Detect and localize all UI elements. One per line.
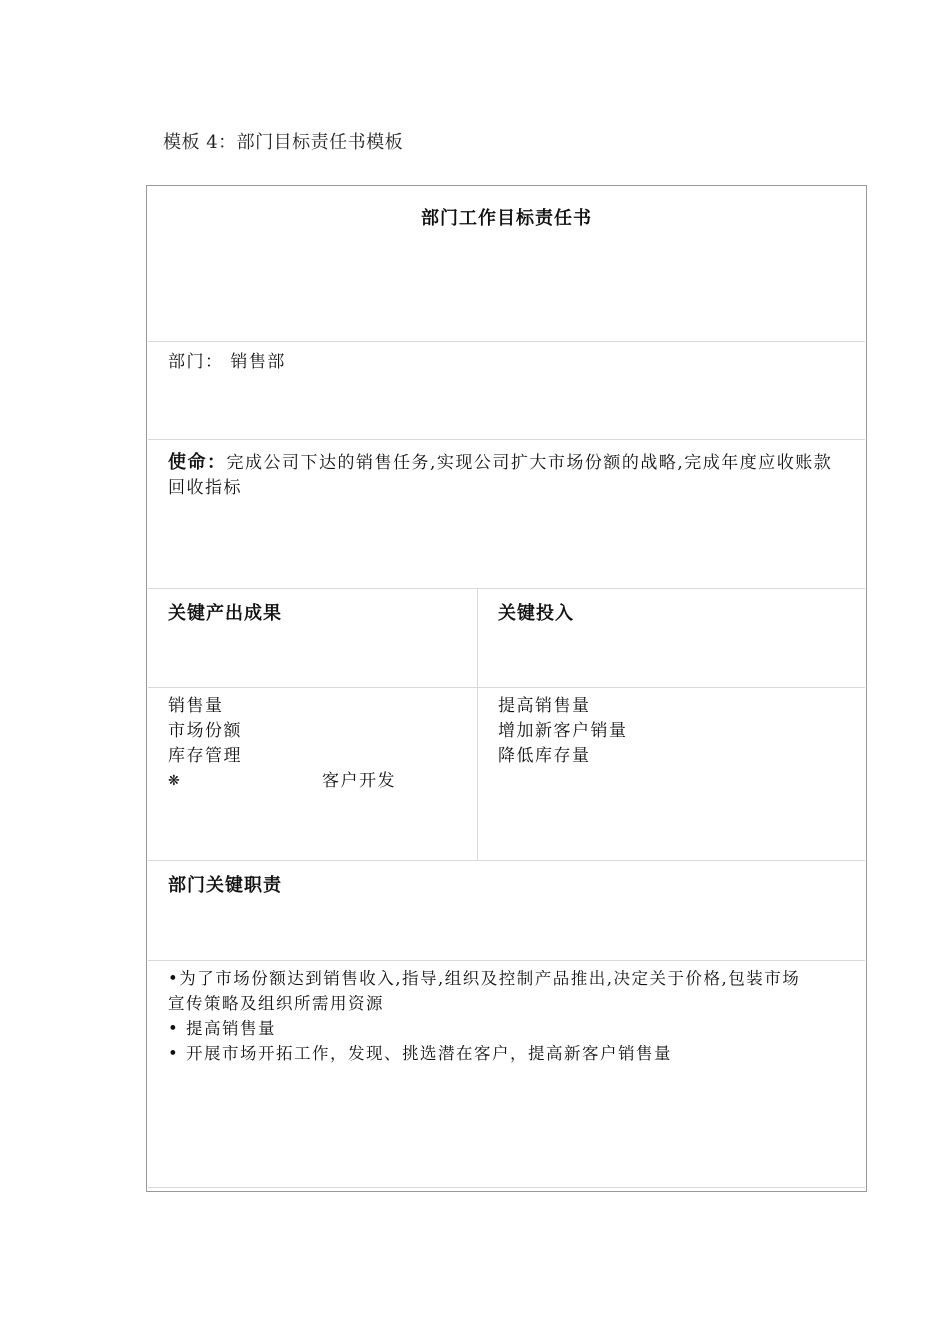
department-label: 部门： — [168, 352, 224, 372]
key-input-item: 增加新客户销量 — [498, 721, 628, 741]
mission-row — [148, 440, 865, 589]
responsibility-line: •为了市场份额达到销售收入,指导,组织及控制产品推出,决定关于价格,包装市场 — [168, 969, 801, 988]
bullet-symbol-icon: ❋ — [168, 773, 182, 789]
responsibility-line: • 提高销售量 — [168, 1019, 276, 1038]
mission-text-line2: 回收指标 — [168, 478, 242, 498]
responsibility-line: 宣传策略及组织所需用资源 — [168, 994, 384, 1013]
key-input-item: 降低库存量 — [498, 746, 591, 766]
form-title-row — [148, 186, 865, 342]
key-output-item: 库存管理 — [168, 746, 242, 766]
key-output-header: 关键产出成果 — [168, 603, 282, 624]
department-value: 销售部 — [230, 352, 286, 372]
responsibility-form — [146, 185, 867, 1192]
key-input-item: 提高销售量 — [498, 696, 591, 716]
mission-label: 使命： — [168, 452, 227, 473]
key-output-header-cell — [148, 589, 478, 687]
key-output-item: 市场份额 — [168, 721, 242, 741]
responsibilities-header-row — [148, 861, 865, 961]
department-row — [148, 342, 865, 440]
key-items-row — [148, 688, 865, 861]
responsibilities-header: 部门关键职责 — [168, 875, 282, 896]
key-output-item-with-symbol — [168, 769, 457, 794]
key-input-header-cell — [478, 589, 865, 687]
document-heading: 模板 4：部门目标责任书模板 — [163, 132, 404, 153]
responsibility-line: • 开展市场开拓工作，发现、挑选潜在客户，提高新客户销售量 — [168, 1044, 672, 1063]
key-output-item: 销售量 — [168, 696, 224, 716]
form-title: 部门工作目标责任书 — [421, 208, 592, 229]
key-output-item: 客户开发 — [322, 771, 396, 791]
key-input-cell — [478, 688, 865, 860]
key-input-header: 关键投入 — [498, 603, 574, 624]
key-output-cell — [148, 688, 478, 860]
key-headers-row — [148, 589, 865, 688]
responsibilities-content-row — [148, 961, 865, 1188]
mission-text-line1: 完成公司下达的销售任务,实现公司扩大市场份额的战略,完成年度应收账款 — [226, 453, 833, 473]
